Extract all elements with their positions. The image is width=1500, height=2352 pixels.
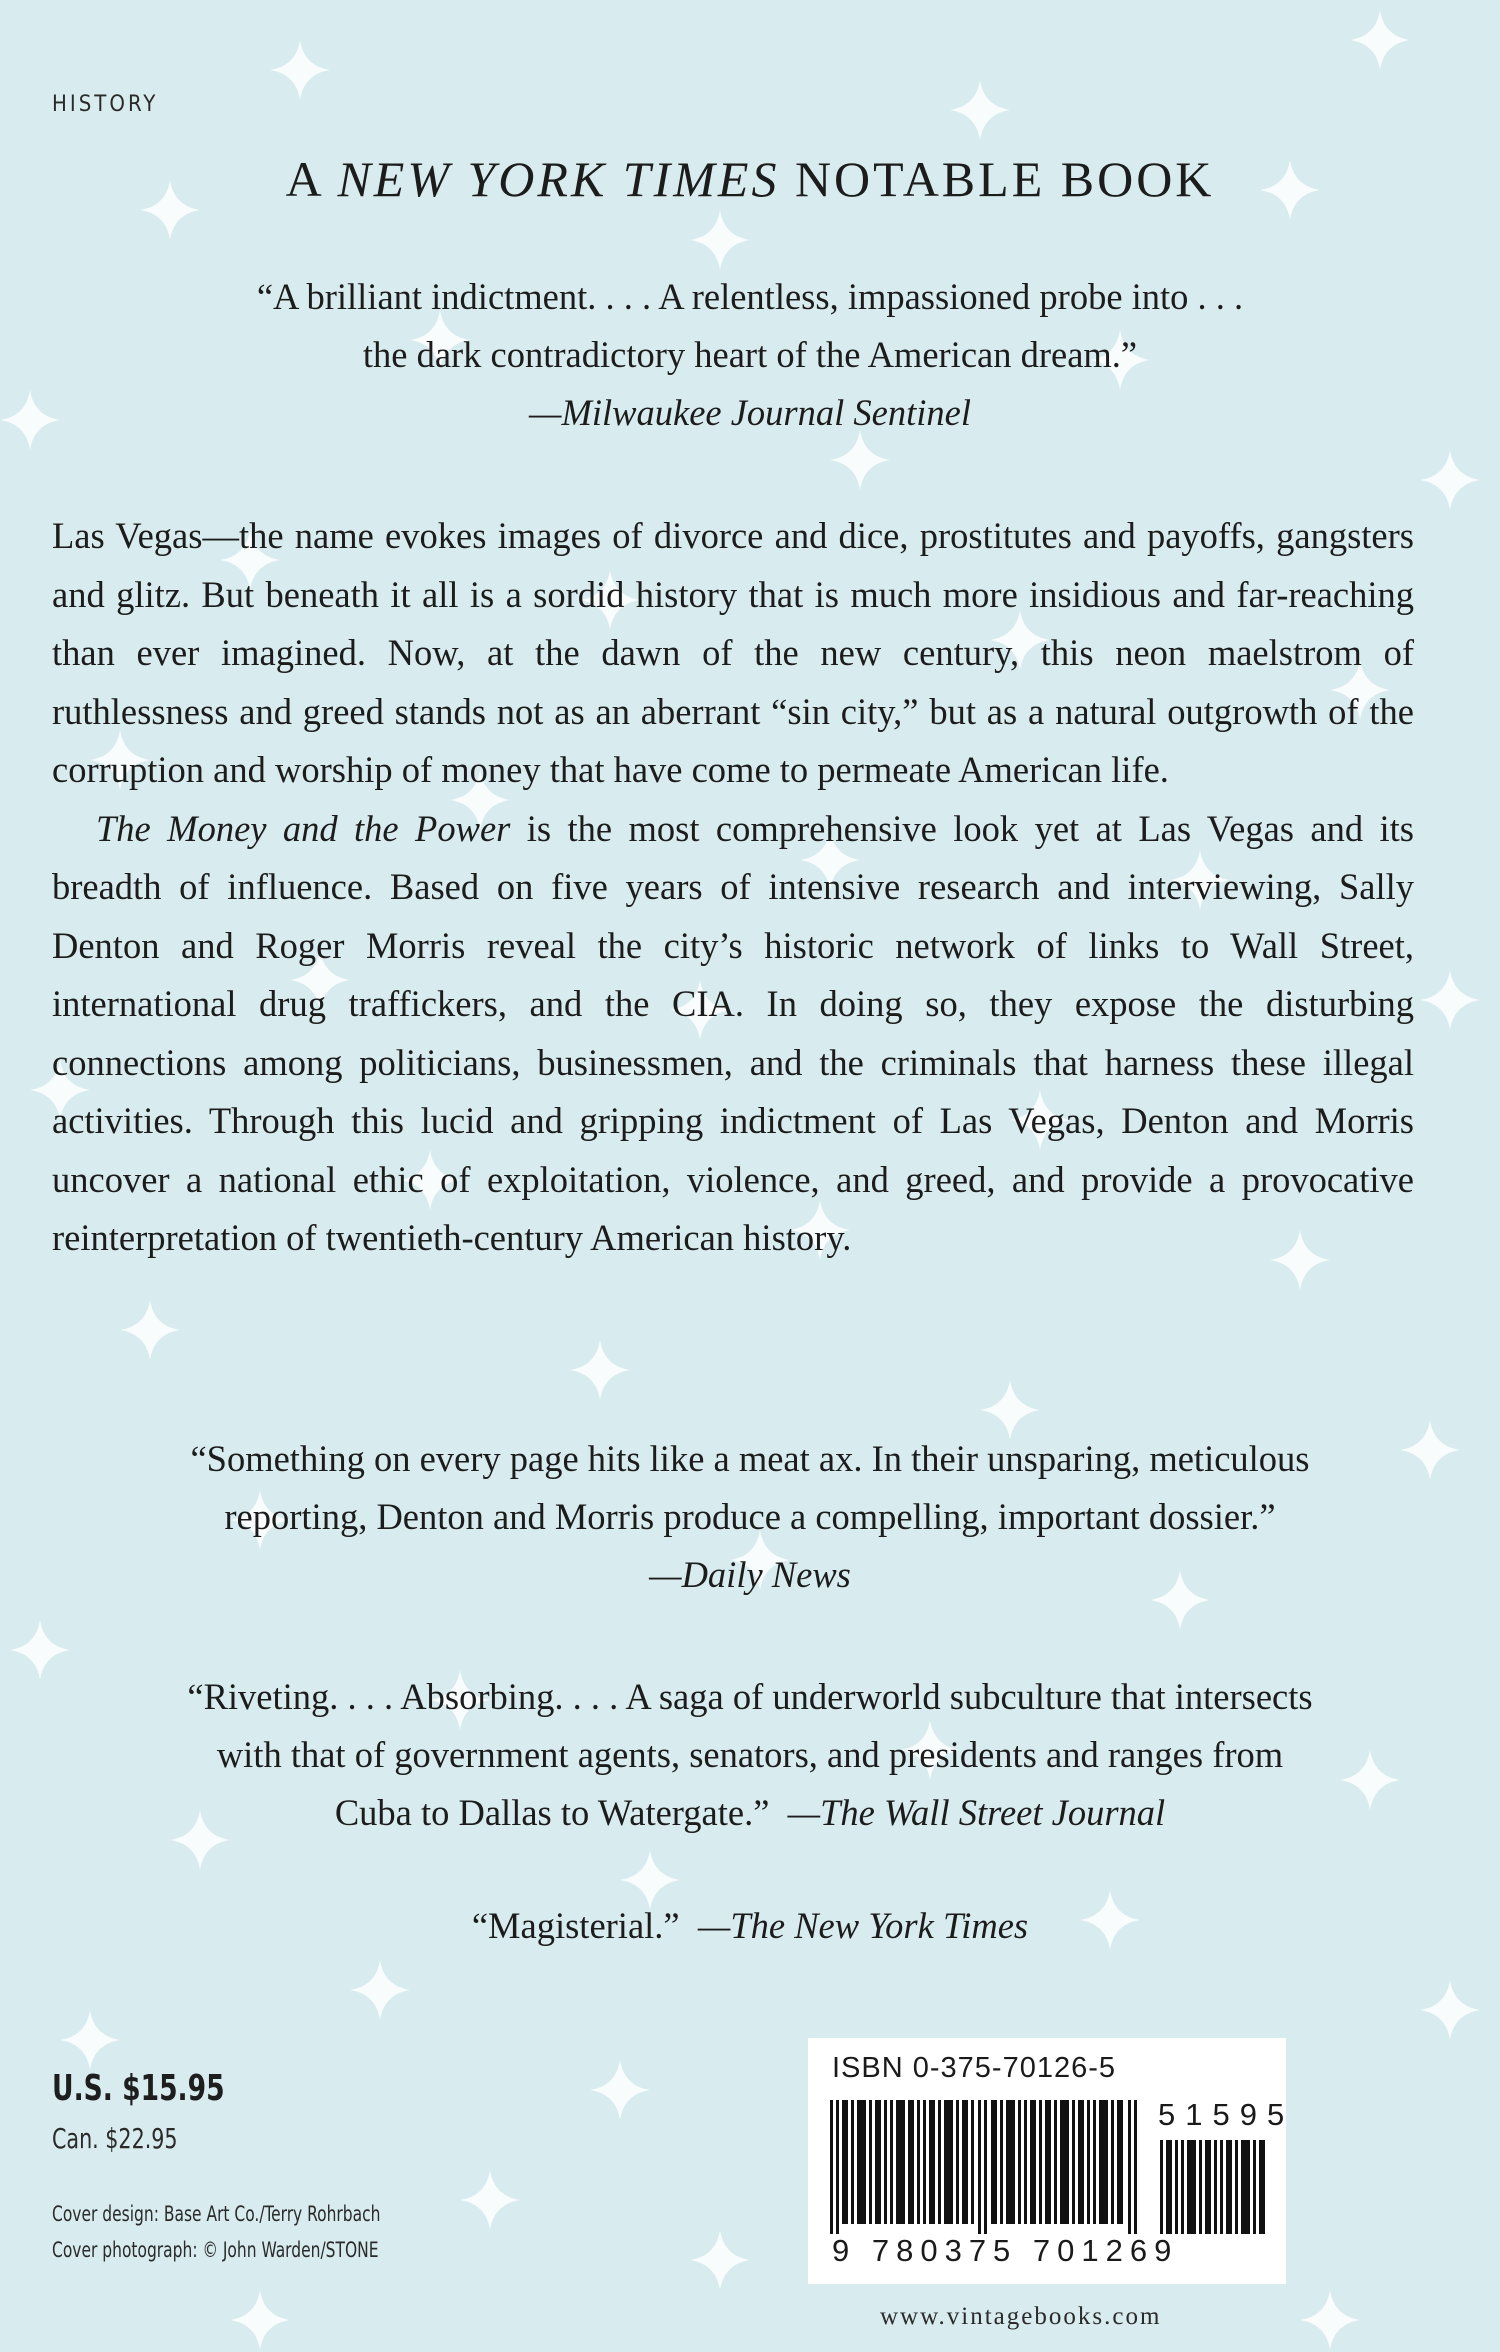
category-label: HISTORY [52, 92, 159, 117]
cover-design-credit: Cover design: Base Art Co./Terry Rohrbach [52, 2202, 381, 2226]
description-paragraph-2 [52, 800, 1414, 1268]
price-us: U.S. $15.95 [52, 2068, 225, 2109]
review-quote-wsj [0, 1668, 1500, 1842]
review-quote-daily-news [0, 1430, 1500, 1604]
review-quote-nyt [0, 1897, 1500, 1955]
headline-italic: NEW YORK TIMES [337, 151, 780, 207]
ean-digits: 9 780375 701269 [832, 2233, 1179, 2268]
book-title: The Money and the Power [96, 807, 511, 849]
publisher-website[interactable]: www.vintagebooks.com [880, 2303, 1162, 2330]
price-canada: Can. $22.95 [52, 2122, 178, 2155]
quote-attribution: —Milwaukee Journal Sentinel [529, 392, 971, 433]
review-quote-milwaukee [0, 268, 1500, 442]
quote-line [0, 1784, 1500, 1842]
quote-line: “Something on every page hits like a meat ax. In their unsparing, meticulous [190, 1438, 1310, 1479]
headline [0, 150, 1500, 208]
ean-barcode [830, 2100, 1140, 2234]
cover-photo-credit: Cover photograph: © John Warden/STONE [52, 2238, 379, 2262]
isbn-number: ISBN 0-375-70126-5 [832, 2052, 1116, 2084]
description-paragraph-1: Las Vegas—the name evokes images of divorce and dice, prostitutes and payoffs, gangsters and glitz. But beneath it all is a sordid history that is much more insidious and far-reaching than ever imagined. Now, at the dawn of the new century, this neon maelstrom of ruthlessness and greed stands not as an aberrant “sin city,” but as a natural outgrowth of the corruption and worship of money that have come to permeate American life. [52, 515, 1414, 790]
quote-line: the dark contradictory heart of the American dream.” [362, 334, 1138, 375]
price-barcode [1160, 2140, 1270, 2234]
quote-attribution: —The New York Times [697, 1905, 1029, 1946]
quote-line: reporting, Denton and Morris produce a compelling, important dossier.” [224, 1496, 1276, 1537]
price-code: 51595 [1158, 2097, 1295, 2132]
quote-attribution: —Daily News [649, 1554, 851, 1595]
headline-prefix: A [285, 151, 338, 207]
paragraph-2-text: is the most comprehensive look yet at Las Vegas and its breadth of influence. Based on five years of intensive research and interviewing, Sally Denton and Roger Morris reveal the city’s historic network of links to Wall Street, international drug traffickers, and the CIA. In doing so, they expose the disturbing connections among politicians, businessmen, and the criminals that harness these illegal activities. Through this lucid and gripping indictment of Las Vegas, Denton and Morris uncover a national ethic of exploitation, violence, and greed, and provide a provocative reinterpretation of twentieth-century American history. [52, 807, 1414, 1258]
quote-text: Cuba to Dallas to Watergate.” [334, 1792, 770, 1833]
quote-attribution: —The Wall Street Journal [787, 1792, 1166, 1833]
quote-line: “Riveting. . . . Absorbing. . . . A saga of underworld subculture that intersects [187, 1676, 1313, 1717]
quote-text: “Magisterial.” [471, 1905, 680, 1946]
quote-line: “A brilliant indictment. . . . A relentless, impassioned probe into . . . [256, 276, 1244, 317]
book-description [52, 507, 1414, 1268]
quote-line: with that of government agents, senators, and presidents and ranges from [216, 1734, 1284, 1775]
headline-suffix: NOTABLE BOOK [779, 151, 1215, 207]
